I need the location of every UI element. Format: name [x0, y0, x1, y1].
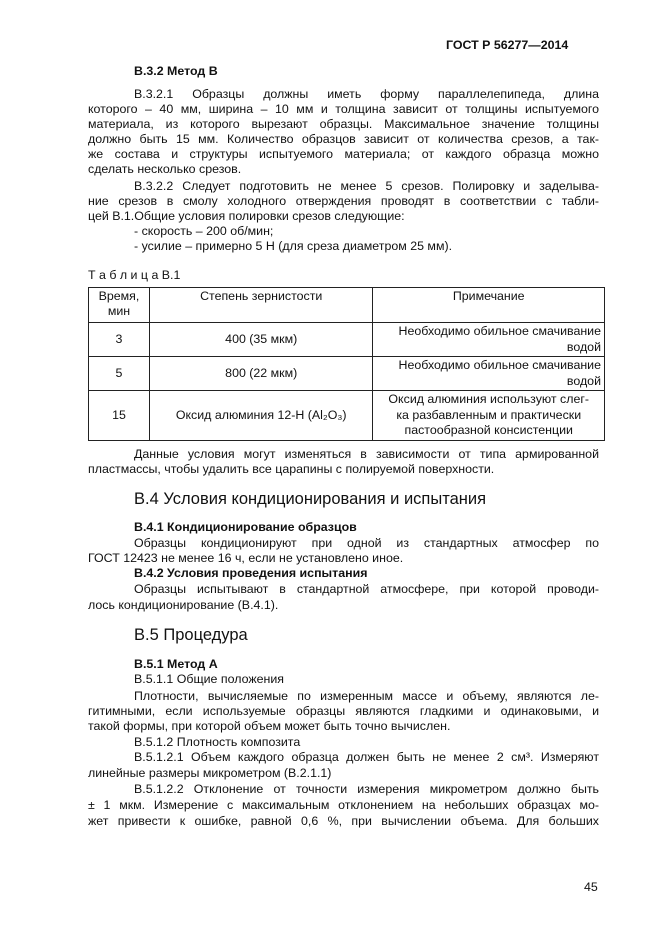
paragraph-line: лось кондиционирование (В.4.1). [88, 598, 279, 612]
table-cell-note [373, 391, 605, 441]
paragraph-line: такой формы, при которой объем может быть точно вычислен. [88, 719, 451, 733]
table-cell-time: 5 [89, 357, 150, 391]
table-cell-note [373, 357, 605, 391]
paragraph-line: ГОСТ 12423 не менее 16 ч, если не установлено иное. [88, 551, 404, 565]
paragraph-line: которого – 40 мм, ширина – 10 мм и толщина зависит от толщины испытуемого [88, 102, 599, 116]
section-heading-b32: В.3.2 Метод В [134, 64, 218, 78]
list-item: - скорость – 200 об/мин; [134, 224, 274, 238]
note-line: Оксид алюминия используют слег- [388, 392, 590, 406]
note-line: ка разбавленным и практически [396, 407, 582, 422]
section-heading-b5: В.5 Процедура [134, 626, 248, 644]
table-cell-time: 3 [89, 323, 150, 357]
paragraph-line: ± 1 мкм. Измерение с максимальным отклонением на небольших образцах мо- [88, 798, 599, 812]
paragraph-line: должно быть 15 мм. Количество образцов зависит от количества срезов, а так- [88, 132, 599, 146]
table-row [89, 323, 605, 357]
section-heading-b4: В.4 Условия кондиционирования и испытания [134, 490, 487, 508]
page-number: 45 [584, 880, 598, 894]
table-cell-grit: 800 (22 мкм) [149, 357, 373, 391]
paragraph-line: Данные условия могут изменяться в зависимости от типа армированной [134, 447, 599, 461]
list-item: - усилие – примерно 5 Н (для среза диаметром 25 мм). [134, 239, 453, 253]
paragraph-line: В.3.2.2 Следует подготовить не менее 5 срезов. Полировку и заделыва- [134, 179, 599, 193]
paragraph-line: Образцы испытывают в стандартной атмосфере, при которой проводи- [134, 582, 599, 596]
paragraph-line: В.3.2.1 Образцы должны иметь форму параллелепипеда, длина [134, 87, 599, 101]
paragraph-line: сделать несколько срезов. [88, 162, 242, 176]
table-caption: Т а б л и ц а В.1 [88, 268, 181, 282]
paragraph-line: линейные размеры микрометром (В.2.1.1) [88, 766, 332, 780]
paragraph-line: ние срезов в смолу холодного отверждения проводят в соответствии с табли- [88, 194, 599, 208]
table-cell-time: 15 [89, 391, 150, 441]
paragraph-line: В.5.1.2.2 Отклонение от точности измерения микрометром должно быть [134, 782, 599, 796]
table-cell-grit: 400 (35 мкм) [149, 323, 373, 357]
section-heading-b41: В.4.1 Кондиционирование образцов [134, 520, 357, 534]
section-heading-b42: В.4.2 Условия проведения испытания [134, 566, 368, 580]
note-line: Необходимо обильное смачивание [398, 324, 601, 338]
note-line: водой [566, 339, 601, 354]
paragraph-line: же состава и структуры испытуемого материала; от каждого образца можно [88, 147, 599, 161]
paragraph-line: Образцы кондиционируют при одной из стандартных атмосфер по [134, 536, 599, 550]
paragraph-line: гитимными, если используемые образцы являются гладкими и одинаковыми, и [88, 704, 599, 718]
paragraph-line: цей В.1.Общие условия полировки срезов следующие: [88, 209, 405, 223]
table-cell-grit: Оксид алюминия 12-Н (Al₂O₃) [149, 391, 373, 441]
subsection-b511: В.5.1.1 Общие положения [134, 672, 284, 686]
subsection-b512: В.5.1.2 Плотность композита [134, 735, 301, 749]
section-heading-b51: В.5.1 Метод А [134, 657, 218, 671]
document-header: ГОСТ Р 56277—2014 [446, 38, 569, 52]
paragraph-line: жет привести к ошибке, равной 0,6 %, при вычислении объема. Для больших [88, 814, 599, 828]
note-line: водой [566, 373, 601, 388]
note-line: пастообразной консистенции [404, 423, 573, 437]
paragraph-line: В.5.1.2.1 Объем каждого образца должен быть не менее 2 см³. Измеряют [134, 750, 599, 764]
table-row [89, 357, 605, 391]
table-header-grit: Степень зернистости [149, 288, 373, 323]
paragraph-line: пластмассы, чтобы удалить все царапины с полируемой поверхности. [88, 462, 495, 476]
paragraph-line: материала, из которого вырезают образцы. Максимальное значение толщины [88, 117, 599, 131]
table-row [89, 391, 605, 441]
table-cell-note [373, 323, 605, 357]
table-b1 [88, 287, 605, 441]
paragraph-line: Плотности, вычисляемые по измеренным массе и объему, являются ле- [134, 689, 599, 703]
table-header-time: Время, мин [89, 288, 150, 323]
table-header-note: Примечание [373, 288, 605, 323]
note-line: Необходимо обильное смачивание [398, 358, 601, 372]
